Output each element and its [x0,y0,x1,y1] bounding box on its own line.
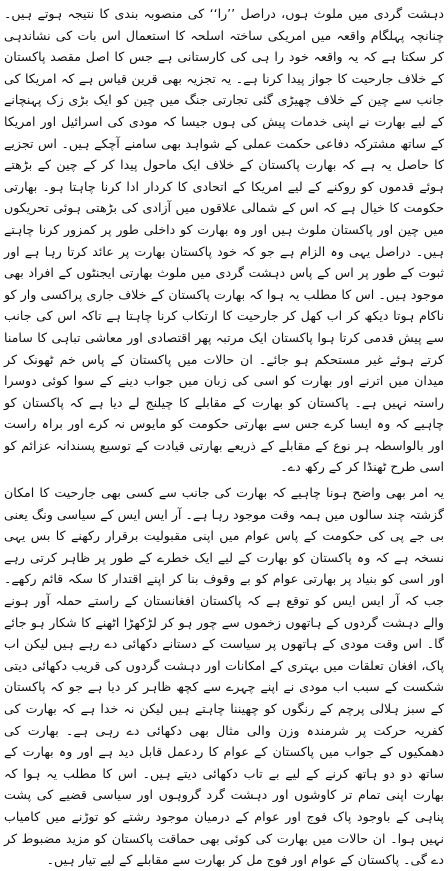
urdu-article-body [4,3,444,871]
article-paragraph-2: یہ امر بھی واضح ہونا چاہیے کہ بھارت کی جانب سے کسی بھی جارحیت کا امکان گزشتہ چند سالوں میں ہمہ وقت موجود رہا ہے۔ آر ایس ایس کے سیاسی ونگ یعنی بی جے پی کی حکومت کے پاس عوام میں اپنی مقبولیت برقرار رکھنے کا بس یہی نسخہ ہے کہ وہ پاکستان کو بھارت کے لیے ایک خطرے کے طور پر ظاہر کرتی رہے اور اسی کو بنیاد پر بھارتی عوام کو بے وقوف بنا کر اپنے اقتدار کا سکہ قائم رکھے۔ جب کہ آر ایس ایس کو توقع ہے کہ پاکستان افغانستان کے راستے حملہ آور ہونے والے دہشت گردوں کے ہاتھوں زخموں سے چور ہو کر لڑکھڑا اٹھنے کا شکار ہو جائے گا۔ اس وقت مودی کے ہاتھوں پر سیاست کے دستانے دکھائی دے رہے ہیں لیکن اب پاک، افغان تعلقات میں بہتری کے امکانات اور دہشت گردوں کی قریب دکھائی دیتی شکست کے سبب اب مودی نے اپنے چہرے سے کچھ ظاہر کر دیا ہے جو کہ پاکستان کے سبز ہلالی پرچم کے رنگوں کو چھیننا چاہتے ہیں لیکن نہ خدا ہے کہ بھارت کی کفریہ حرکت پر شرمندہ وزن والی مثال بھی دکھائی دے رہی ہے۔ بھارت کی دھمکیوں کے جواب میں پاکستان کے عوام کا ردعمل قابل دید ہے اور وہ بھارت کے ساتھ دو دو ہاتھ کرنے کے لیے بے تاب دکھائی دیتے ہیں۔ اس کا مطلب یہ ہوا کہ بھارت اپنی تمام تر کاوشوں اور دہشت گرد گروہوں اور سیاسی قضیے کی پشت پناہی کے باوجود پاک فوج اور عوام کے درمیان موجود رشتے کو توڑنے میں کامیاب نہیں ہوا۔ ان حالات میں بھارت کی کوئی بھی حماقت پاکستان کو مزید مضبوط کر دے گی۔ پاکستان کے عوام اور فوج مل کر بھارت سے مقابلے کے لیے تیار ہیں۔ [4,485,444,868]
article-paragraph-1: دہشت گردی میں ملوث ہوں، دراصل ’’را‘‘ کی منصوبہ بندی کا نتیجہ ہوتے ہیں۔ چنانچہ پہلگام واقعہ میں امریکی ساختہ اسلحہ کا استعمال اس بات کی نشاندہی کر سکتا ہے کہ یہ واقعہ خود را ہی کی کارستانی ہے جس کا اصل مقصد پاکستان کے خلاف جارحیت کا جواز پیدا کرنا ہے۔ یہ تجزیہ بھی قرین قیاس ہے کہ امریکا کی جانب سے چین کے خلاف چھیڑی گئی تجارتی جنگ میں چین کو ایک بڑی زک پہنچانے کے لیے بھارت نے اپنی خدمات پیش کی ہوں جیسا کہ مودی کی اسرائیل اور امریکا کے ساتھ مشترکہ دفاعی حکمت عملی کے شواہد بھی سامنے آچکے ہیں۔ اس تجزیے کا حاصل یہ ہے کہ بھارت پاکستان کے خلاف ایک ماحول پیدا کر کے چین کے بڑھتے ہوئے قدموں کو روکنے کے لیے امریکا کے اتحادی کا کردار ادا کرنا چاہتا ہو۔ بھارتی حکومت کا خیال ہے کہ اس کے شمالی علاقوں میں آزادی کی بڑھتی ہوئی تحریکوں میں چین اور پاکستان ملوث ہیں اور وہ بھارت کو داخلی طور پر کمزور کرنا چاہتے ہیں۔ دراصل یہی وہ الزام ہے جو کہ خود پاکستان بھارت پر عائد کرتا رہا ہے اور ثبوت کے طور پر اس کے پاس دہشت گردی میں ملوث بھارتی ایجنٹوں کے افراد بھی موجود ہیں۔ اس کا مطلب یہ ہوا کہ بھارت پاکستان کے خلاف جاری پراکسی وار کو ناکام ہوتا دیکھ کر اب کھل کر جارحیت کا ارتکاب کرنا چاہتا ہے تاکہ اس کی جانب سے پیش قدمی کرتا ہوا پاکستان ایک مرتبہ پھر اقتصادی اور معاشی تباہی کا سامنا کرتے ہوئے غیر مستحکم ہو جائے۔ ان حالات میں پاکستان کے پاس خم ٹھونک کر میدان میں اترنے اور بھارت کو اسی کی زبان میں جواب دینے کے سوا کوئی دوسرا راستہ نہیں ہے۔ پاکستان کو بھارت کے مقابلے کا چیلنج لے دیا ہے کہ پاکستان کو چاہیے کہ وہ ایسا کرے جس سے بھارتی حکومت کو مایوس نہ کرے اور براہ راست اور بالواسطہ ہر نوع کے مقابلے کے ذریعے بھارتی قیادت کے توسیع پسندانہ عزائم کو اسی طرح ٹھنڈا کر کے رکھ دے۔ [4,6,444,475]
